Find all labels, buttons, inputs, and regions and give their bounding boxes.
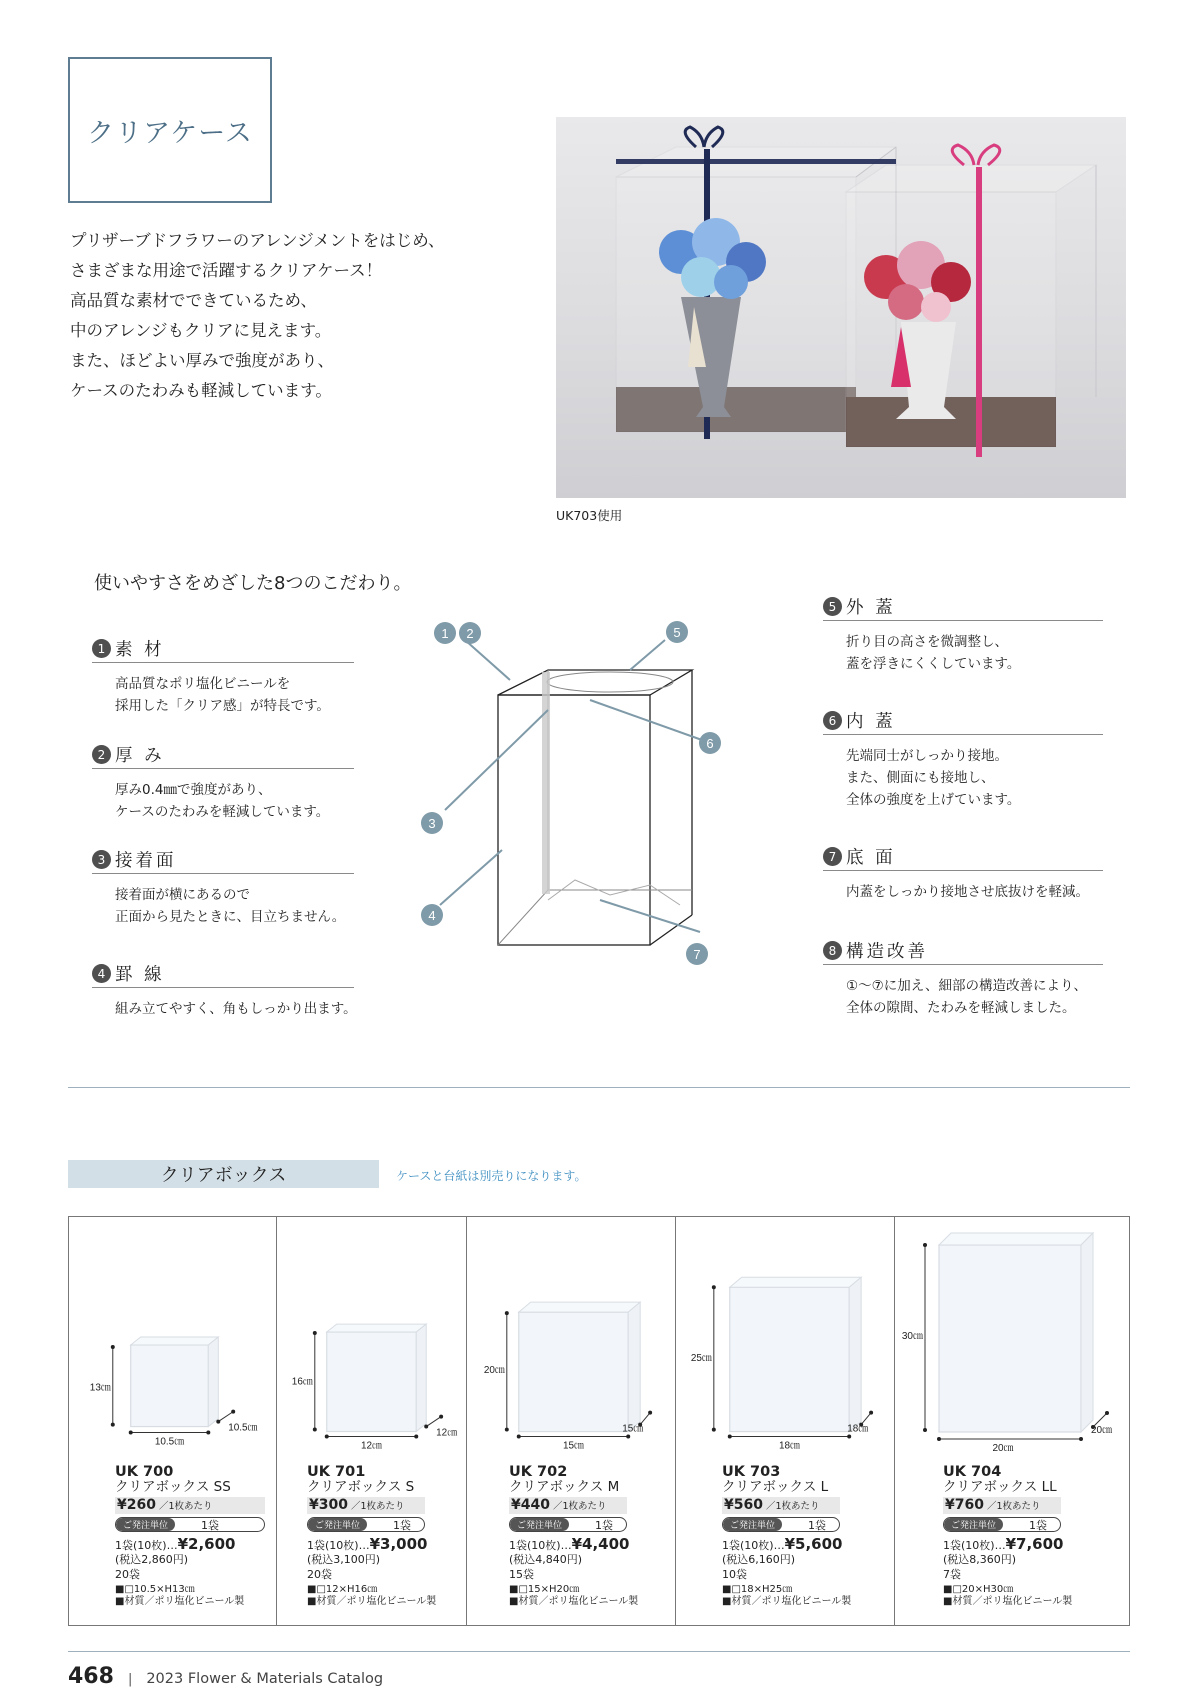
product-card <box>895 1217 1129 1625</box>
feature-number: 2 <box>92 745 111 764</box>
diagram-marker-4 <box>421 904 443 926</box>
feature-head <box>823 843 1103 871</box>
spec-size: ■□20×H30㎝ <box>943 1584 1014 1595</box>
product-code: UK 702 <box>509 1464 568 1480</box>
feature-body <box>92 673 354 717</box>
price-row <box>307 1497 425 1514</box>
features-heading: 使いやすさをめざした8つのこだわり。 <box>94 573 412 594</box>
product-info <box>509 1464 689 1608</box>
product-info <box>722 1464 902 1608</box>
spec-material: ■材質／ポリ塩化ビニール製 <box>722 1596 852 1607</box>
marker-label: 4 <box>428 908 436 923</box>
price-unit: ／1枚あたり <box>986 1501 1041 1512</box>
feature-line: 接着面が横にあるので <box>115 887 250 903</box>
marker-label: 5 <box>673 625 681 640</box>
feature-line: 採用した「クリア感」が特長です。 <box>115 698 330 714</box>
diagram-marker-5 <box>666 621 688 643</box>
width-label: 15㎝ <box>562 1440 584 1452</box>
product-name: クリアボックス SS <box>115 1479 231 1495</box>
catalog-name: 2023 Flower & Materials Catalog <box>146 1671 384 1687</box>
tax-included-price: (税込8,360円) <box>943 1553 1017 1566</box>
page-number: 468 <box>68 1664 114 1689</box>
height-label: 30㎝ <box>901 1331 923 1342</box>
order-qty: 1袋 <box>393 1518 412 1532</box>
feature-head <box>823 707 1103 735</box>
case-structure-diagram <box>410 610 770 980</box>
bulk-price: ¥2,600 <box>177 1535 236 1553</box>
spec-size: ■□15×H20㎝ <box>509 1584 580 1595</box>
unit-price: ¥300 <box>309 1497 348 1513</box>
photo-caption: UK703使用 <box>556 508 623 523</box>
feature-bottom <box>823 843 1103 903</box>
price-row <box>943 1497 1061 1514</box>
feature-head <box>823 937 1103 965</box>
tax-included-price: (税込6,160円) <box>722 1553 796 1566</box>
depth-label: 20㎝ <box>1091 1425 1113 1436</box>
case-diagram-svg <box>410 610 770 980</box>
feature-body <box>823 975 1103 1019</box>
feature-material <box>92 635 354 717</box>
product-name: クリアボックス S <box>307 1479 415 1495</box>
feature-line: 厚み0.4㎜で強度があり、 <box>115 782 272 798</box>
width-label: 18㎝ <box>778 1440 800 1452</box>
pack-count: 20袋 <box>307 1568 332 1581</box>
feature-title: 底 面 <box>846 848 896 868</box>
product-info <box>115 1464 295 1608</box>
intro-line: また、ほどよい厚みで強度があり、 <box>70 351 334 370</box>
bulk-price-row <box>115 1535 295 1553</box>
order-qty: 1袋 <box>201 1518 220 1532</box>
bulk-prefix: 1袋(10枚)… <box>943 1539 1006 1552</box>
marker-label: 7 <box>693 947 701 962</box>
width-label: 10.5㎝ <box>154 1436 185 1448</box>
diagram-marker-6 <box>699 732 721 754</box>
bulk-price: ¥4,400 <box>571 1535 630 1553</box>
feature-number: 1 <box>92 639 111 658</box>
bulk-price-row <box>943 1535 1123 1553</box>
product-name: クリアボックス LL <box>943 1479 1057 1495</box>
feature-title: 外 蓋 <box>846 598 896 618</box>
price-row <box>509 1497 627 1514</box>
feature-line: 先端同士がしっかり接地。 <box>846 748 1008 764</box>
price-unit: ／1枚あたり <box>158 1501 213 1512</box>
product-code: UK 700 <box>115 1464 174 1480</box>
footer-rule <box>68 1651 1130 1652</box>
price-row <box>722 1497 840 1514</box>
feature-number: 7 <box>823 847 842 866</box>
product-card <box>69 1217 277 1625</box>
box-illustration <box>676 1217 894 1457</box>
feature-number: 8 <box>823 941 842 960</box>
spec-size: ■□10.5×H13㎝ <box>115 1584 195 1595</box>
height-label: 25㎝ <box>690 1352 712 1364</box>
glue-strip <box>542 672 550 894</box>
product-code: UK 703 <box>722 1464 781 1480</box>
order-label: ご発注単位 <box>944 1518 1003 1531</box>
height-label: 13㎝ <box>89 1382 111 1394</box>
box-illustration <box>69 1217 276 1457</box>
page-title: クリアケース <box>68 57 272 203</box>
section-divider <box>68 1087 1130 1088</box>
feature-line: 全体の強度を上げています。 <box>846 792 1021 808</box>
pack-count: 10袋 <box>722 1568 747 1581</box>
box-illustration <box>467 1217 675 1457</box>
pack-count: 7袋 <box>943 1568 961 1581</box>
order-unit <box>943 1517 1061 1532</box>
price-unit: ／1枚あたり <box>552 1501 607 1512</box>
feature-line: また、側面にも接地し、 <box>846 770 995 786</box>
feature-body <box>92 998 357 1020</box>
bulk-prefix: 1袋(10枚)… <box>509 1539 572 1552</box>
spec-size: ■□12×H16㎝ <box>307 1584 378 1595</box>
spec-material: ■材質／ポリ塩化ビニール製 <box>943 1596 1073 1607</box>
footer-separator: | <box>127 1672 133 1687</box>
spec-material: ■材質／ポリ塩化ビニール製 <box>115 1596 245 1607</box>
feature-body <box>823 881 1103 903</box>
product-name: クリアボックス L <box>722 1479 829 1495</box>
height-label: 16㎝ <box>291 1376 313 1388</box>
intro-line: ケースのたわみも軽減しています。 <box>70 381 332 400</box>
feature-number: 6 <box>823 711 842 730</box>
feature-line: 全体の隙間、たわみを軽減しました。 <box>846 1000 1076 1016</box>
pack-count: 20袋 <box>115 1568 140 1581</box>
feature-score-line <box>92 960 357 1020</box>
depth-label: 12㎝ <box>436 1427 458 1439</box>
bulk-price-row <box>722 1535 902 1553</box>
order-qty: 1袋 <box>1029 1518 1048 1532</box>
page-footer <box>68 1664 383 1689</box>
tax-included-price: (税込4,840円) <box>509 1553 583 1566</box>
marker-label: 3 <box>428 816 436 831</box>
feature-title: 罫 線 <box>115 965 165 985</box>
clear-case-photo-illustration <box>556 117 1126 498</box>
intro-line: プリザーブドフラワーのアレンジメントをはじめ、 <box>70 231 445 250</box>
feature-line: 蓋を浮きにくくしています。 <box>846 656 1021 672</box>
order-qty: 1袋 <box>808 1518 827 1532</box>
spec-material: ■材質／ポリ塩化ビニール製 <box>509 1596 639 1607</box>
feature-structure <box>823 937 1103 1019</box>
feature-number: 4 <box>92 964 111 983</box>
feature-head <box>92 635 354 663</box>
diagram-marker-1 <box>434 622 456 644</box>
feature-line: 内蓋をしっかり接地させ底抜けを軽減。 <box>846 884 1089 900</box>
width-label: 20㎝ <box>992 1443 1014 1454</box>
pack-count: 15袋 <box>509 1568 534 1581</box>
feature-inner-lid <box>823 707 1103 811</box>
feature-line: ①～⑦に加え、細部の構造改善により、 <box>846 978 1088 994</box>
feature-line: 折り目の高さを微調整し、 <box>846 634 1008 650</box>
feature-head <box>92 846 354 874</box>
bulk-prefix: 1袋(10枚)… <box>307 1539 370 1552</box>
box-illustration <box>277 1217 466 1457</box>
feature-line: ケースのたわみを軽減しています。 <box>115 804 330 820</box>
feature-line: 高品質なポリ塩化ビニールを <box>115 676 291 692</box>
bulk-prefix: 1袋(10枚)… <box>115 1539 178 1552</box>
bulk-prefix: 1袋(10枚)… <box>722 1539 785 1552</box>
feature-head <box>823 593 1103 621</box>
order-label: ご発注単位 <box>723 1518 782 1531</box>
intro-line: 中のアレンジもクリアに見えます。 <box>70 321 332 340</box>
product-info <box>943 1464 1123 1608</box>
order-unit <box>509 1517 627 1532</box>
product-info <box>307 1464 487 1608</box>
bulk-price-row <box>509 1535 689 1553</box>
intro-text <box>70 226 510 406</box>
product-card <box>467 1217 676 1625</box>
depth-label: 10.5㎝ <box>228 1422 258 1434</box>
feature-number: 3 <box>92 850 111 869</box>
feature-title: 素 材 <box>115 640 165 660</box>
product-code: UK 701 <box>307 1464 366 1480</box>
depth-label: 15㎝ <box>622 1423 644 1435</box>
product-card <box>676 1217 895 1625</box>
box-illustration <box>895 1217 1129 1457</box>
order-label: ご発注単位 <box>308 1518 367 1531</box>
intro-line: さまざまな用途で活躍するクリアケース！ <box>70 261 383 280</box>
order-unit <box>722 1517 840 1532</box>
width-label: 12㎝ <box>361 1440 382 1452</box>
bulk-price: ¥5,600 <box>784 1535 843 1553</box>
feature-title: 接着面 <box>115 851 177 871</box>
feature-body <box>823 745 1103 811</box>
bulk-price-row <box>307 1535 487 1553</box>
spec-material: ■材質／ポリ塩化ビニール製 <box>307 1596 437 1607</box>
feature-head <box>92 741 354 769</box>
order-unit <box>307 1517 425 1532</box>
feature-outer-lid <box>823 593 1103 675</box>
order-unit <box>115 1517 265 1532</box>
order-label: ご発注単位 <box>116 1518 175 1531</box>
feature-body <box>92 884 354 928</box>
bulk-price: ¥3,000 <box>369 1535 428 1553</box>
unit-price: ¥560 <box>724 1497 763 1513</box>
feature-body <box>823 631 1103 675</box>
feature-glue-surface <box>92 846 354 928</box>
spec-size: ■□18×H25㎝ <box>722 1584 793 1595</box>
tax-included-price: (税込3,100円) <box>307 1553 381 1566</box>
unit-price: ¥260 <box>117 1497 156 1513</box>
feature-body <box>92 779 354 823</box>
feature-thickness <box>92 741 354 823</box>
product-card <box>277 1217 467 1625</box>
product-code: UK 704 <box>943 1464 1002 1480</box>
feature-line: 正面から見たときに、目立ちません。 <box>115 909 346 925</box>
marker-label: 1 <box>441 626 449 641</box>
intro-line: 高品質な素材でできているため、 <box>70 291 317 310</box>
price-unit: ／1枚あたり <box>765 1501 820 1512</box>
tax-included-price: (税込2,860円) <box>115 1553 189 1566</box>
depth-label: 18㎝ <box>847 1423 869 1435</box>
order-qty: 1袋 <box>595 1518 614 1532</box>
section-label: クリアボックス <box>68 1160 379 1188</box>
bulk-price: ¥7,600 <box>1005 1535 1064 1553</box>
feature-title: 構造改善 <box>846 942 928 962</box>
feature-head <box>92 960 354 988</box>
price-row <box>115 1497 265 1514</box>
feature-number: 5 <box>823 597 842 616</box>
unit-price: ¥440 <box>511 1497 550 1513</box>
diagram-marker-3 <box>421 812 443 834</box>
unit-price: ¥760 <box>945 1497 984 1513</box>
product-table <box>68 1216 1130 1626</box>
feature-title: 厚 み <box>115 746 165 766</box>
feature-line: 組み立てやすく、角もしっかり出ます。 <box>115 1001 357 1017</box>
order-label: ご発注単位 <box>510 1518 569 1531</box>
price-unit: ／1枚あたり <box>350 1501 405 1512</box>
marker-label: 2 <box>466 626 474 641</box>
diagram-marker-2 <box>459 622 481 644</box>
section-note: ケースと台紙は別売りになります。 <box>396 1169 587 1183</box>
feature-title: 内 蓋 <box>846 712 896 732</box>
height-label: 20㎝ <box>483 1364 505 1376</box>
product-name: クリアボックス M <box>509 1479 620 1495</box>
product-photo <box>556 117 1126 498</box>
diagram-marker-7 <box>686 943 708 965</box>
marker-label: 6 <box>706 736 714 751</box>
